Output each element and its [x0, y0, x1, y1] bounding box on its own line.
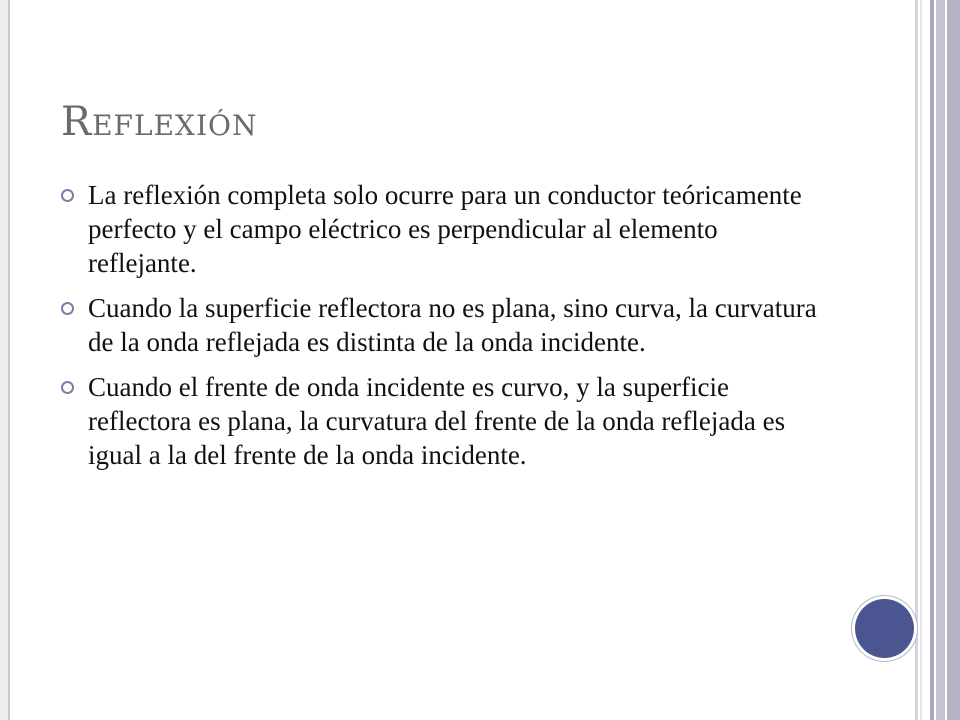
- frame-stripe: [915, 0, 918, 720]
- bullet-list: [60, 178, 830, 483]
- bullet-text: La reflexión completa solo ocurre para un conductor teóricamente perfecto y el campo eléctrico es perpendicular al elemento reflejante.: [88, 180, 802, 278]
- frame-stripe: [920, 0, 922, 720]
- bullet-item: [60, 178, 830, 280]
- frame-stripe: [936, 0, 945, 720]
- bullet-text: Cuando la superficie reflectora no es plana, sino curva, la curvatura de la onda reflejada es distinta de la onda incidente.: [88, 293, 817, 357]
- bullet-circle-icon: [61, 189, 74, 202]
- frame-stripe: [947, 0, 960, 720]
- bullet-text: Cuando el frente de onda incidente es curvo, y la superficie reflectora es plana, la curvatura del frente de la onda reflejada es igual a la del frente de la onda incidente.: [88, 372, 786, 470]
- bullet-circle-icon: [61, 381, 74, 394]
- bullet-item: [60, 291, 830, 359]
- frame-stripe: [930, 0, 934, 720]
- bullet-circle-icon: [61, 302, 74, 315]
- slide-title: Reflexión: [61, 99, 258, 145]
- right-frame-decoration: [915, 0, 960, 720]
- bullet-item: [60, 370, 830, 472]
- accent-circle-decoration: [855, 599, 914, 658]
- left-border-decoration: [0, 0, 10, 720]
